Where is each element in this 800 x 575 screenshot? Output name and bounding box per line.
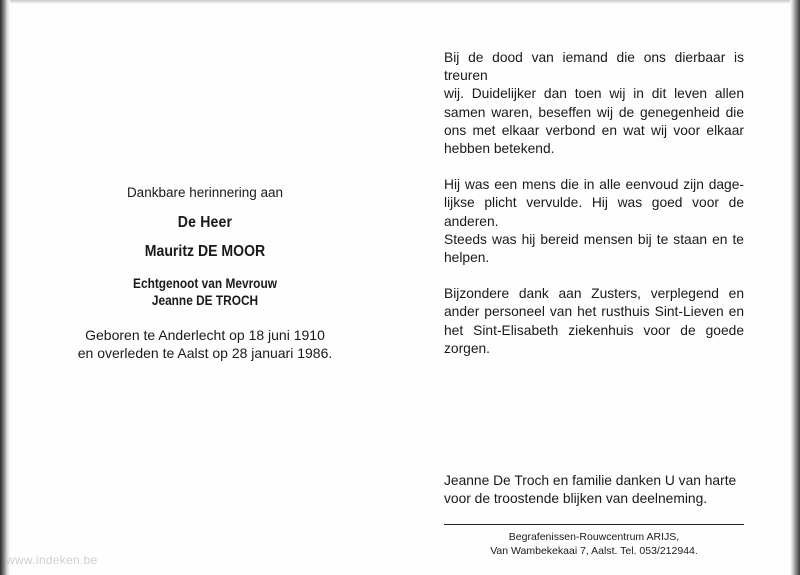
card-left-edge (0, 0, 10, 575)
paragraph-grief (444, 49, 744, 158)
text-line: helpen. (444, 250, 490, 266)
funeral-home-info (444, 530, 744, 558)
left-panel (40, 180, 370, 362)
funeral-home-address: Van Wambekekaai 7, Aalst. Tel. 053/212944. (490, 545, 698, 557)
text-line: lijkse plicht vervulde. Hij was goed voor de anderen. (444, 195, 744, 229)
text-line: ons met elkaar verbond en wat wij voor elkaar (444, 122, 744, 138)
paragraph-gratitude (444, 285, 744, 358)
life-dates (40, 326, 370, 362)
spouse-block (60, 275, 350, 309)
text-line: Bij de dood van iemand die ons dierbaar is treuren (444, 50, 744, 84)
divider-line (444, 524, 744, 525)
right-panel (444, 49, 744, 376)
death-line: en overleden te Aalst op 28 januari 1986. (77, 345, 333, 361)
honorific-title: De Heer (177, 214, 233, 231)
spouse-label: Echtgenoot van Mevrouw (133, 276, 277, 291)
text-line: ander personeel van het rusthuis Sint-Lieven en (444, 304, 744, 320)
text-line: Hij was een mens die in alle eenvoud zijn dage- (444, 177, 744, 193)
remembrance-intro: Dankbare herinnering aan (126, 185, 284, 200)
funeral-home-name: Begrafenissen-Rouwcentrum ARIJS, (508, 531, 680, 543)
text-line: wij. Duidelijker dan toen wij in dit leven allen (444, 86, 744, 102)
thanks-line: voor de troostende blijken van deelneming. (444, 491, 708, 506)
text-line: het Sint-Elisabeth ziekenhuis voor de goede (444, 322, 744, 338)
deceased-name: Mauritz DE MOOR (144, 243, 266, 260)
spouse-name: Jeanne DE TROCH (151, 293, 259, 308)
watermark: www.indeken.be (6, 553, 98, 567)
text-line: Bijzondere dank aan Zusters, verplegend en (444, 286, 744, 302)
birth-line: Geboren te Anderlecht op 18 juni 1910 (85, 327, 325, 343)
thanks-line: Jeanne De Troch en familie danken U van harte (444, 473, 737, 488)
card-right-edge (790, 0, 800, 575)
text-line: samen waren, beseffen wij de genegenheid die (444, 104, 744, 120)
text-line: Steeds was hij bereid mensen bij te staan en te (444, 231, 744, 247)
text-line: zorgen. (444, 340, 491, 356)
family-thanks (444, 472, 744, 508)
text-line: hebben betekend. (444, 141, 555, 157)
paragraph-character (444, 176, 744, 267)
card-top-shadow (0, 0, 800, 4)
